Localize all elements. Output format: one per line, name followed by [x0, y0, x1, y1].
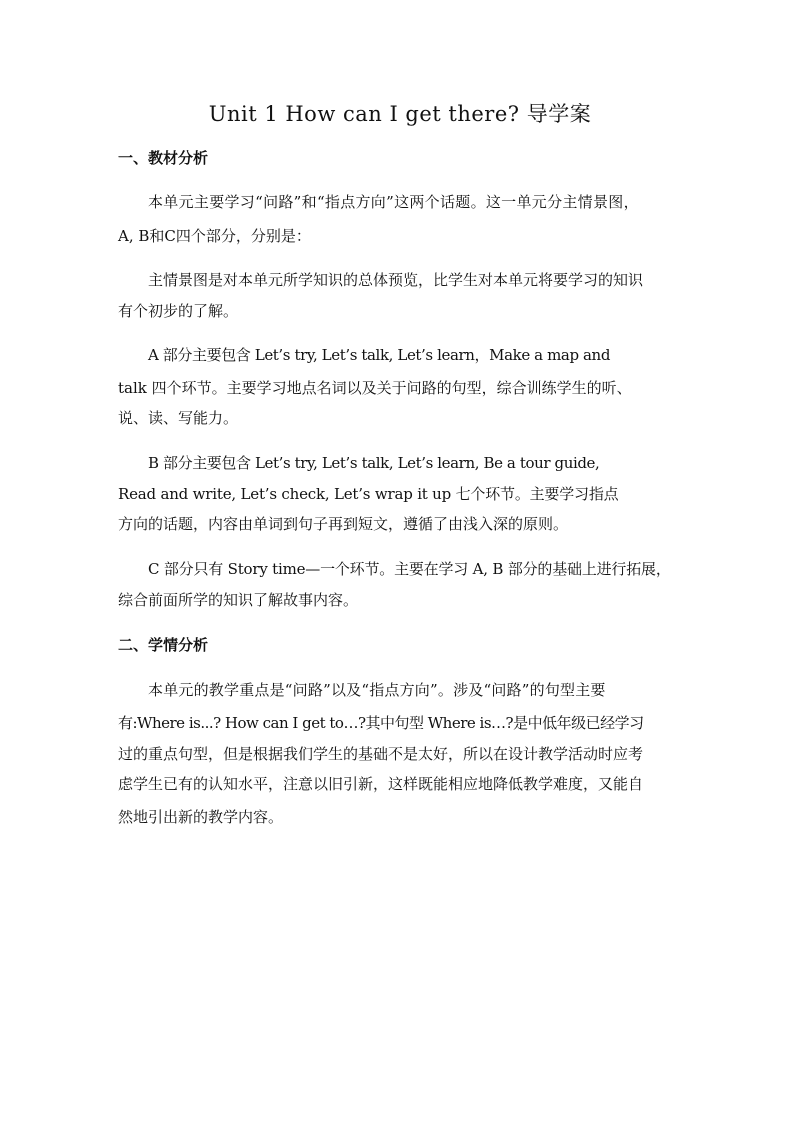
paragraph-line: 本单元的教学重点是“问路”以及“指点方向”。涉及“问路”的句型主要: [148, 681, 606, 699]
paragraph-line: A 部分主要包含 Let’s try, Let’s talk, Let’s learn，Make a map and: [148, 346, 611, 364]
paragraph-line: Read and write, Let’s check, Let’s wrap it up 七个环节。主要学习指点: [118, 485, 619, 503]
paragraph-line: 方向的话题，内容由单词到句子再到短文，遵循了由浅入深的原则。: [118, 515, 569, 533]
paragraph-line: 然地引出新的教学内容。: [118, 808, 284, 826]
paragraph-line: B 部分主要包含 Let’s try, Let’s talk, Let’s learn, Be a tour guide,: [148, 454, 600, 472]
document-title: Unit 1 How can I get there? 导学案: [208, 102, 592, 126]
section-heading-learner-analysis: 二、学情分析: [118, 636, 209, 654]
section-heading-textbook-analysis: 一、教材分析: [118, 149, 209, 167]
paragraph-line: 虑学生已有的认知水平，注意以旧引新，这样既能相应地降低教学难度，又能自: [118, 775, 644, 793]
paragraph-line: 有:Where is...? How can I get to…?其中句型 Where is…?是中低年级已经学习: [118, 714, 644, 732]
paragraph-line: 本单元主要学习“问路”和“指点方向”这两个话题。这一单元分主情景图，: [148, 193, 639, 211]
paragraph-line: 有个初步的了解。: [118, 302, 239, 320]
paragraph-line: 说、读、写能力。: [118, 409, 239, 427]
paragraph-line: talk 四个环节。主要学习地点名词以及关于问路的句型，综合训练学生的听、: [118, 379, 632, 397]
paragraph-line: A, B和C四个部分，分别是：: [118, 227, 311, 245]
paragraph-line: 主情景图是对本单元所学知识的总体预览，比学生对本单元将要学习的知识: [148, 271, 644, 289]
paragraph-line: 过的重点句型，但是根据我们学生的基础不是太好，所以在设计教学活动时应考: [118, 745, 644, 763]
paragraph-line: 综合前面所学的知识了解故事内容。: [118, 591, 359, 609]
paragraph-line: C 部分只有 Story time—一个环节。主要在学习 A, B 部分的基础上进行拓展，: [148, 560, 671, 578]
